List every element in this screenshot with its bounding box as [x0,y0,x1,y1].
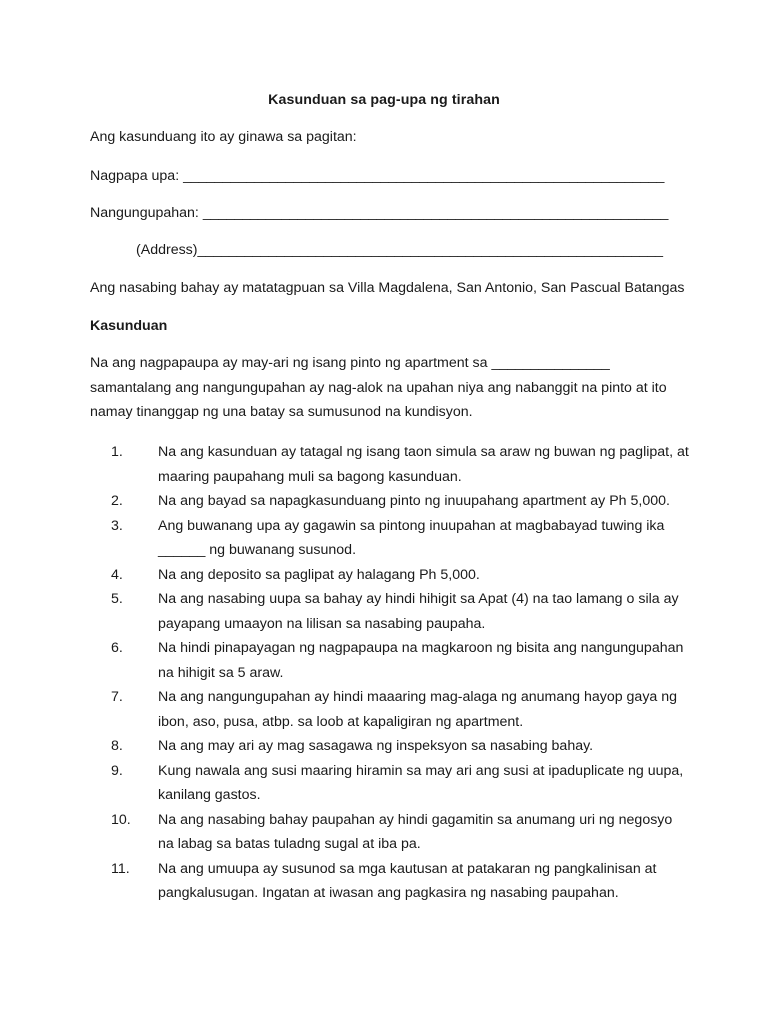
list-item-line: Na ang umuupa ay susunod sa mga kautusan at patakaran ng pangkalinisan at [158,860,657,877]
list-item-line: Na ang nangungupahan ay hindi maaaring mag-alaga ng anumang hayop gaya ng [158,689,678,705]
list-item [90,685,690,734]
list-item-line: Na ang deposito sa paglipat ay halagang Ph 5,000. [158,566,480,583]
list-item-line: Na ang nasabing bahay paupahan ay hindi gagamitin sa anumang uri ng negosyo [158,811,673,828]
list-item-line: Na ang may ari ay mag sasagawa ng inspeksyon sa nasabing bahay. [158,738,594,754]
section-heading: Kasunduan [90,318,168,334]
list-number: 7. [111,689,123,705]
list-item-line: payapang umaayon na lilisan sa nasabing paupaha. [158,615,486,632]
list-item [90,440,690,489]
paragraph-line: samantalang ang nangungupahan ay nag-alok na upahan niya ang nabanggit na pinto at ito [90,379,667,396]
list-item-line: Na ang kasunduan ay tatagal ng isang taon simula sa araw ng buwan ng paglipat, at [158,444,689,460]
list-item [90,759,690,808]
paragraph-line: Na ang nagpapaupa ay may-ari ng isang pinto ng apartment sa _______________ [90,355,610,371]
list-item [90,734,690,759]
list-item [90,563,690,588]
list-item-line: Na ang bayad sa napagkasunduang pinto ng inuupahang apartment ay Ph 5,000. [158,493,670,509]
list-item-line: pangkalusugan. Ingatan at iwasan ang pagkasira ng nasabing paupahan. [158,885,619,901]
list-number: 9. [111,762,123,779]
list-item-line: na labag sa batas tuladng sugal at iba pa. [158,836,421,852]
lessee-field: Nangungupahan: ___________________________________________________________ [90,205,669,221]
intro-paragraph [90,351,690,425]
list-item-line: ______ ng buwanang susunod. [158,542,357,558]
list-item-line: Na ang nasabing uupa sa bahay ay hindi hihigit sa Apat (4) na tao lamang o sila ay [158,591,679,607]
address-field: (Address)___________________________________________________________ [136,242,664,258]
document-title: Kasunduan sa pag-upa ng tirahan [268,92,500,108]
list-number: 10. [111,811,131,828]
list-number: 6. [111,640,123,656]
list-number: 11. [111,860,130,877]
list-item [90,587,690,636]
list-item-line: Na hindi pinapayagan ng nagpapaupa na magkaroon ng bisita ang nangungupahan [158,640,684,656]
location-line: Ang nasabing bahay ay matatagpuan sa Villa Magdalena, San Antonio, San Pascual Batangas [90,280,685,296]
list-number: 5. [111,591,123,607]
list-item [90,489,690,514]
list-item-line: Kung nawala ang susi maaring hiramin sa may ari ang susi at ipaduplicate ng uupa, [158,762,684,779]
list-item [90,514,690,563]
list-item [90,857,690,906]
list-item [90,636,690,685]
list-number: 4. [111,566,123,583]
list-item [90,808,690,857]
intro-line: Ang kasunduang ito ay ginawa sa pagitan: [90,129,357,145]
list-number: 2. [111,493,123,509]
list-item-line: maaring paupahang muli sa bagong kasunduan. [158,468,462,485]
list-item-line: kanilang gastos. [158,787,261,803]
list-item-line: na hihigit sa 5 araw. [158,664,284,681]
paragraph-line: namay tinanggap ng una batay sa sumusunod na kundisyon. [90,404,473,420]
list-number: 3. [111,517,123,534]
list-number: 8. [111,738,123,754]
list-item-line: ibon, aso, pusa, atbp. sa loob at kapaligiran ng apartment. [158,713,524,730]
lessor-field: Nagpapa upa: _____________________________________________________________ [90,168,665,184]
conditions-list [90,440,690,906]
list-number: 1. [111,444,123,460]
list-item-line: Ang buwanang upa ay gagawin sa pintong inuupahan at magbabayad tuwing ika [158,517,665,534]
